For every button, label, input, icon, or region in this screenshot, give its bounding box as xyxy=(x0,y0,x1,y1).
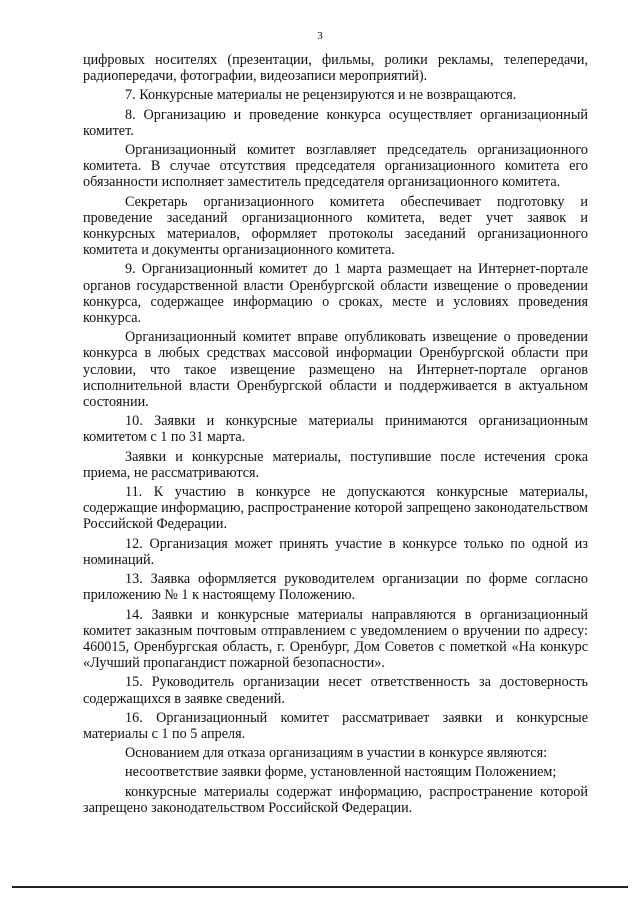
paragraph-refusal-grounds: Основанием для отказа организациям в участии в конкурсе являются: xyxy=(125,745,548,762)
paragraph-refusal-reason-2: конкурсные материалы содержат информацию, распространение которой запрещено законодательством Российской Федерации. xyxy=(83,783,588,816)
bottom-divider xyxy=(12,886,628,888)
document-body xyxy=(83,52,588,819)
paragraph-item-10: 10. Заявки и конкурсные материалы принимаются организационным комитетом с 1 по 31 марта. xyxy=(83,413,588,446)
paragraph-committee-chair: Организационный комитет возглавляет председатель организационного комитета. В случае отсутствия председателя организационного комитета его обязанности исполняет заместитель председателя организационного комитета. xyxy=(83,142,588,191)
paragraph-item-13: 13. Заявка оформляется руководителем организации по форме согласно приложению № 1 к настоящему Положению. xyxy=(83,571,588,604)
paragraph-refusal-reason-1: несоответствие заявки форме, установленной настоящим Положением; xyxy=(125,764,557,781)
paragraph-late-submissions: Заявки и конкурсные материалы, поступившие после истечения срока приема, не рассматриваются. xyxy=(83,448,588,481)
paragraph-item-9: 9. Организационный комитет до 1 марта размещает на Интернет-портале органов государственной власти Оренбургской области извещение о проведении конкурса, содержащее информацию о сроках, месте и условиях проведения конкурса. xyxy=(83,261,588,327)
page-number: 3 xyxy=(317,30,323,42)
paragraph-continuation: цифровых носителях (презентации, фильмы, ролики рекламы, телепередачи, радиопередачи, фотографии, видеозаписи мероприятий). xyxy=(83,52,588,85)
paragraph-item-11: 11. К участию в конкурсе не допускаются конкурсные материалы, содержащие информацию, распространение которой запрещено законодательством Российской Федерации. xyxy=(83,484,588,533)
paragraph-item-7: 7. Конкурсные материалы не рецензируются и не возвращаются. xyxy=(125,87,517,104)
paragraph-item-16: 16. Организационный комитет рассматривает заявки и конкурсные материалы с 1 по 5 апреля. xyxy=(83,709,588,742)
paragraph-item-14: 14. Заявки и конкурсные материалы направляются в организационный комитет заказным почтовым отправлением с уведомлением о вручении по адресу: 460015, Оренбургская область, г. Оренбург, Дом Советов с пометкой «На конкурс «Лучший пропагандист пожарной безопасности». xyxy=(83,606,588,672)
paragraph-item-8: 8. Организацию и проведение конкурса осуществляет организационный комитет. xyxy=(83,106,588,139)
paragraph-committee-secretary: Секретарь организационного комитета обеспечивает подготовку и проведение заседаний организационного комитета, ведет учет заявок и конкурсных материалов, оформляет протоколы заседаний организационного комитета и документы организационного комитета. xyxy=(83,193,588,259)
paragraph-item-15: 15. Руководитель организации несет ответственность за достоверность содержащихся в заявке сведений. xyxy=(83,674,588,707)
paragraph-publication: Организационный комитет вправе опубликовать извещение о проведении конкурса в любых средствах массовой информации Оренбургской области при условии, что такое извещение размещено на Интернет-портале органов исполнительной власти Оренбургской области и поддерживается в актуальном состоянии. xyxy=(83,329,588,411)
paragraph-item-12: 12. Организация может принять участие в конкурсе только по одной из номинаций. xyxy=(83,535,588,568)
